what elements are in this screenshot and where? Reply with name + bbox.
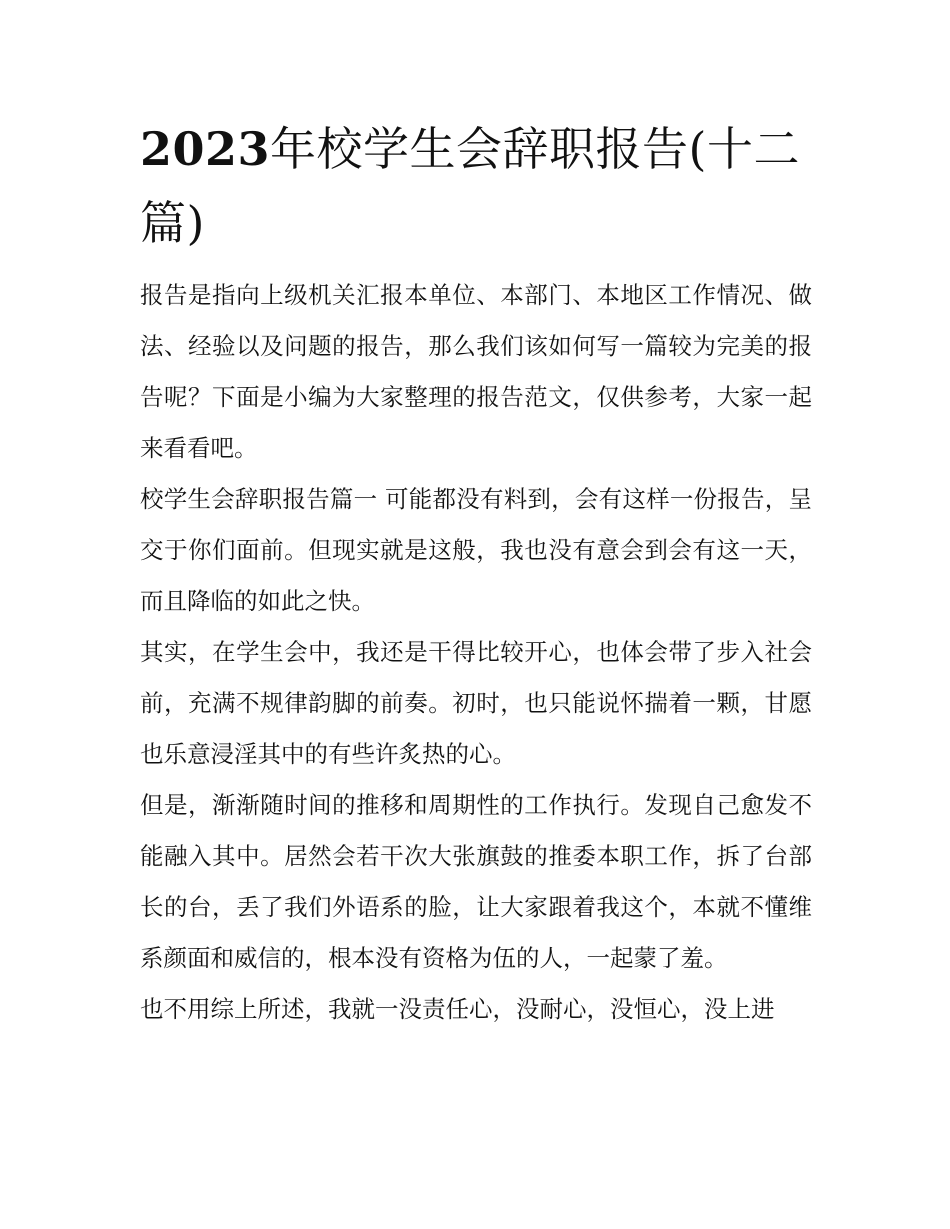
document-body: [140, 270, 812, 1035]
paragraph-3: 但是，渐渐随时间的推移和周期性的工作执行。发现自己愈发不能融入其中。居然会若干次大张旗鼓的推委本职工作，拆了台部长的台，丢了我们外语系的脸，让大家跟着我这个，本就不懂维系颜面和威信的，根本没有资格为伍的人，一起蒙了羞。: [140, 791, 812, 972]
paragraph-intro: 报告是指向上级机关汇报本单位、本部门、本地区工作情况、做法、经验以及问题的报告，那么我们该如何写一篇较为完美的报告呢？下面是小编为大家整理的报告范文，仅供参考，大家一起来看看吧。: [140, 281, 812, 462]
document-title: [140, 112, 812, 260]
paragraph-1: 校学生会辞职报告篇一 可能都没有料到，会有这样一份报告，呈交于你们面前。但现实就是这般，我也没有意会到会有这一天，而且降临的如此之快。: [140, 485, 812, 615]
document-page: [140, 112, 812, 1035]
title-text: 年校学生会辞职报告(十二篇): [140, 122, 800, 250]
title-year: 2023: [140, 122, 271, 176]
paragraph-4: 也不用综上所述，我就一没责任心，没耐心，没恒心，没上进: [140, 995, 775, 1023]
paragraph-2: 其实，在学生会中，我还是干得比较开心，也体会带了步入社会前，充满不规律韵脚的前奏。初时，也只能说怀揣着一颗，甘愿也乐意浸淫其中的有些许炙热的心。: [140, 638, 812, 768]
